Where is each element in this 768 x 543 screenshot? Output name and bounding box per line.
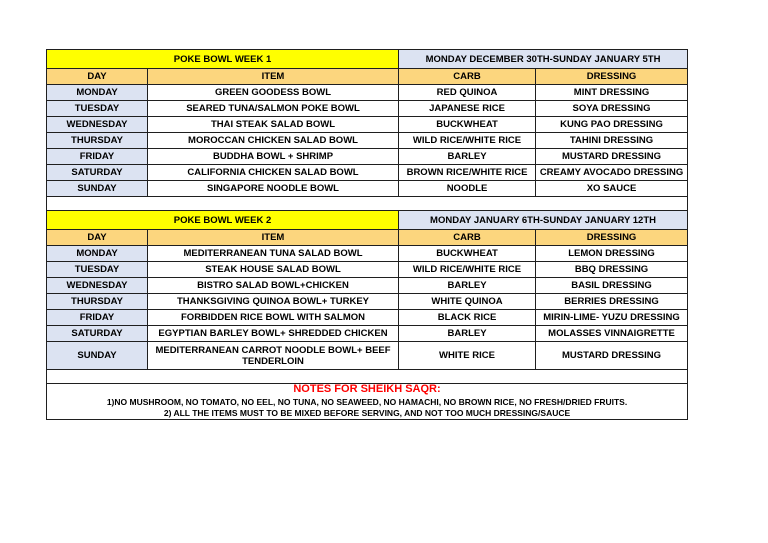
dressing-cell: XO SAUCE bbox=[536, 181, 688, 197]
day-cell: SUNDAY bbox=[47, 181, 148, 197]
dressing-cell: MINT DRESSING bbox=[536, 85, 688, 101]
item-cell: MEDITERRANEAN TUNA SALAD BOWL bbox=[148, 246, 399, 262]
item-cell: FORBIDDEN RICE BOWL WITH SALMON bbox=[148, 310, 399, 326]
table-row bbox=[47, 85, 688, 101]
day-cell: WEDNESDAY bbox=[47, 278, 148, 294]
day-cell: THURSDAY bbox=[47, 294, 148, 310]
item-cell: BUDDHA BOWL + SHRIMP bbox=[148, 149, 399, 165]
week2-title: POKE BOWL WEEK 2 bbox=[47, 211, 399, 230]
carb-cell: BARLEY bbox=[399, 326, 536, 342]
table-row bbox=[47, 294, 688, 310]
week2-title-row bbox=[47, 211, 688, 230]
item-cell: STEAK HOUSE SALAD BOWL bbox=[148, 262, 399, 278]
week2-header-carb: CARB bbox=[399, 230, 536, 246]
item-cell: SEARED TUNA/SALMON POKE BOWL bbox=[148, 101, 399, 117]
note-line: 2) ALL THE ITEMS MUST TO BE MIXED BEFORE SERVING, AND NOT TOO MUCH DRESSING/SAUCE bbox=[163, 408, 571, 418]
table-row bbox=[47, 326, 688, 342]
week1-header-carb: CARB bbox=[399, 69, 536, 85]
carb-cell: BARLEY bbox=[399, 149, 536, 165]
dressing-cell: BBQ DRESSING bbox=[536, 262, 688, 278]
notes-title: NOTES FOR SHEIKH SAQR: bbox=[293, 383, 441, 395]
table-row bbox=[47, 117, 688, 133]
week1-date-range: MONDAY DECEMBER 30TH-SUNDAY JANUARY 5TH bbox=[399, 50, 688, 69]
table-row bbox=[47, 278, 688, 294]
dressing-cell: MUSTARD DRESSING bbox=[536, 149, 688, 165]
day-cell: MONDAY bbox=[47, 246, 148, 262]
table-row bbox=[47, 246, 688, 262]
carb-cell: BROWN RICE/WHITE RICE bbox=[399, 165, 536, 181]
item-cell: GREEN GOODESS BOWL bbox=[148, 85, 399, 101]
item-cell: THAI STEAK SALAD BOWL bbox=[148, 117, 399, 133]
carb-cell: WHITE QUINOA bbox=[399, 294, 536, 310]
dressing-cell: MIRIN-LIME- YUZU DRESSING bbox=[536, 310, 688, 326]
item-cell: SINGAPORE NOODLE BOWL bbox=[148, 181, 399, 197]
day-cell: FRIDAY bbox=[47, 310, 148, 326]
carb-cell: BLACK RICE bbox=[399, 310, 536, 326]
carb-cell: BARLEY bbox=[399, 278, 536, 294]
notes-row bbox=[47, 384, 688, 420]
spacer-row bbox=[47, 197, 688, 211]
day-cell: SATURDAY bbox=[47, 165, 148, 181]
item-cell: BISTRO SALAD BOWL+CHICKEN bbox=[148, 278, 399, 294]
item-cell: MOROCCAN CHICKEN SALAD BOWL bbox=[148, 133, 399, 149]
item-cell: EGYPTIAN BARLEY BOWL+ SHREDDED CHICKEN bbox=[148, 326, 399, 342]
dressing-cell: BASIL DRESSING bbox=[536, 278, 688, 294]
week1-header-day: DAY bbox=[47, 69, 148, 85]
day-cell: TUESDAY bbox=[47, 101, 148, 117]
week2-header-dressing: DRESSING bbox=[536, 230, 688, 246]
table-row bbox=[47, 149, 688, 165]
dressing-cell: SOYA DRESSING bbox=[536, 101, 688, 117]
week2-header-row bbox=[47, 230, 688, 246]
dressing-cell: CREAMY AVOCADO DRESSING bbox=[536, 165, 688, 181]
carb-cell: WILD RICE/WHITE RICE bbox=[399, 262, 536, 278]
dressing-cell: KUNG PAO DRESSING bbox=[536, 117, 688, 133]
spacer-row bbox=[47, 370, 688, 384]
carb-cell: JAPANESE RICE bbox=[399, 101, 536, 117]
carb-cell: WHITE RICE bbox=[399, 342, 536, 370]
carb-cell: NOODLE bbox=[399, 181, 536, 197]
table-row bbox=[47, 133, 688, 149]
week1-header-row bbox=[47, 69, 688, 85]
dressing-cell: TAHINI DRESSING bbox=[536, 133, 688, 149]
day-cell: WEDNESDAY bbox=[47, 117, 148, 133]
dressing-cell: MUSTARD DRESSING bbox=[536, 342, 688, 370]
day-cell: FRIDAY bbox=[47, 149, 148, 165]
table-row bbox=[47, 310, 688, 326]
spacer-cell bbox=[47, 370, 688, 384]
day-cell: THURSDAY bbox=[47, 133, 148, 149]
table-row bbox=[47, 342, 688, 370]
menu-table bbox=[46, 49, 688, 420]
week2-date-range: MONDAY JANUARY 6TH-SUNDAY JANUARY 12TH bbox=[399, 211, 688, 230]
dressing-cell: BERRIES DRESSING bbox=[536, 294, 688, 310]
day-cell: SATURDAY bbox=[47, 326, 148, 342]
dressing-cell: MOLASSES VINNAIGRETTE bbox=[536, 326, 688, 342]
table-row bbox=[47, 165, 688, 181]
item-cell: THANKSGIVING QUINOA BOWL+ TURKEY bbox=[148, 294, 399, 310]
day-cell: MONDAY bbox=[47, 85, 148, 101]
week2-header-item: ITEM bbox=[148, 230, 399, 246]
day-cell: SUNDAY bbox=[47, 342, 148, 370]
notes-cell bbox=[47, 384, 688, 420]
week1-header-item: ITEM bbox=[148, 69, 399, 85]
carb-cell: WILD RICE/WHITE RICE bbox=[399, 133, 536, 149]
spacer-cell bbox=[47, 197, 688, 211]
note-line: 1)NO MUSHROOM, NO TOMATO, NO EEL, NO TUNA, NO SEAWEED, NO HAMACHI, NO BROWN RICE, NO FRESH/DRIED FRUITS. bbox=[106, 397, 628, 407]
item-cell: MEDITERRANEAN CARROT NOODLE BOWL+ BEEF TENDERLOIN bbox=[148, 342, 399, 370]
week1-title: POKE BOWL WEEK 1 bbox=[47, 50, 399, 69]
table-row bbox=[47, 181, 688, 197]
table-row bbox=[47, 262, 688, 278]
day-cell: TUESDAY bbox=[47, 262, 148, 278]
item-cell: CALIFORNIA CHICKEN SALAD BOWL bbox=[148, 165, 399, 181]
dressing-cell: LEMON DRESSING bbox=[536, 246, 688, 262]
carb-cell: RED QUINOA bbox=[399, 85, 536, 101]
week1-header-dressing: DRESSING bbox=[536, 69, 688, 85]
carb-cell: BUCKWHEAT bbox=[399, 246, 536, 262]
week2-header-day: DAY bbox=[47, 230, 148, 246]
carb-cell: BUCKWHEAT bbox=[399, 117, 536, 133]
table-row bbox=[47, 101, 688, 117]
week1-title-row bbox=[47, 50, 688, 69]
